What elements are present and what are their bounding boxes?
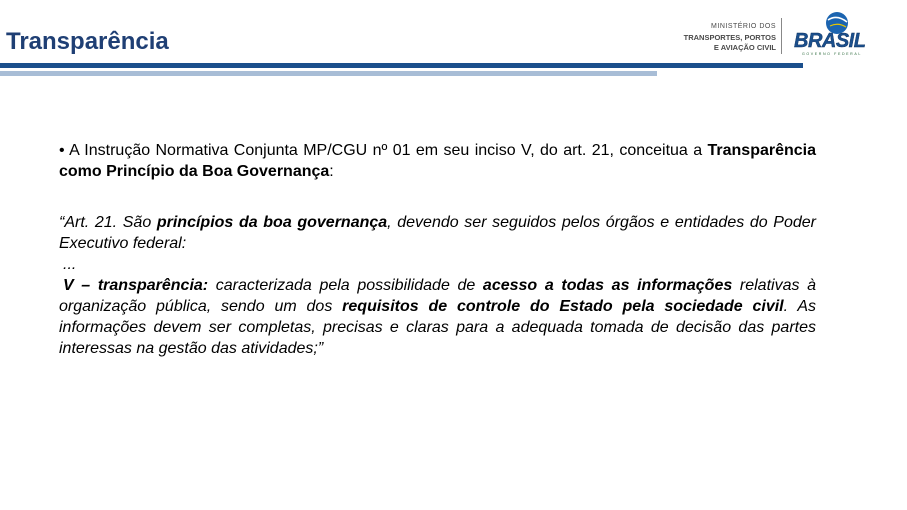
brasil-wordmark: BRASIL bbox=[794, 30, 866, 52]
slide-content bbox=[59, 140, 816, 359]
intro-end: : bbox=[329, 163, 334, 180]
quote-v-label: V – transparência: bbox=[63, 277, 209, 294]
quote-bold-2: acesso a todas as informações bbox=[482, 277, 733, 294]
ministry-line-1: MINISTÉRIO DOS bbox=[711, 23, 776, 30]
header-bar-dark bbox=[0, 63, 803, 68]
page-title: Transparência bbox=[6, 28, 169, 55]
quote-v-text-1: caracterizada pela possibilidade de bbox=[208, 277, 483, 294]
brasil-logo bbox=[790, 10, 892, 58]
logo-divider bbox=[781, 18, 782, 54]
quote-bold-1: princípios da boa governança bbox=[156, 214, 388, 231]
bullet: • bbox=[59, 142, 65, 159]
ministry-logo bbox=[676, 23, 776, 57]
ministry-line-2: TRANSPORTES, PORTOS bbox=[683, 33, 776, 42]
intro-lead: A Instrução Normativa Conjunta MP/CGU nº 01 em seu inciso V, do art. 21, conceitua a bbox=[69, 142, 703, 159]
ministry-line-3: E AVIAÇÃO CIVIL bbox=[713, 43, 776, 52]
quote-after-1: , devendo ser seguidos pelos órgãos e entidades do Poder Executivo federal: bbox=[59, 214, 817, 252]
quote-v-text-2: relativas à organização pública, sendo um dos bbox=[59, 277, 817, 315]
header-bar-light bbox=[0, 71, 657, 76]
quote-v-text-3: . As informações devem ser completas, precisas e claras para a adequada tomada de decisão das partes interessas na gestão das atividades;” bbox=[59, 298, 817, 357]
quote-ellipsis: ... bbox=[63, 256, 77, 273]
quote-v-block bbox=[59, 277, 816, 357]
quote-bold-3: requisitos de controle do Estado pela sociedade civil bbox=[342, 298, 784, 315]
brasil-tagline: GOVERNO FEDERAL bbox=[802, 52, 862, 56]
intro-paragraph bbox=[59, 140, 816, 182]
intro-bold: Transparência como Princípio da Boa Governança bbox=[59, 142, 817, 180]
quote-paragraph bbox=[59, 212, 816, 359]
quote-open: “Art. 21. São bbox=[59, 214, 157, 231]
